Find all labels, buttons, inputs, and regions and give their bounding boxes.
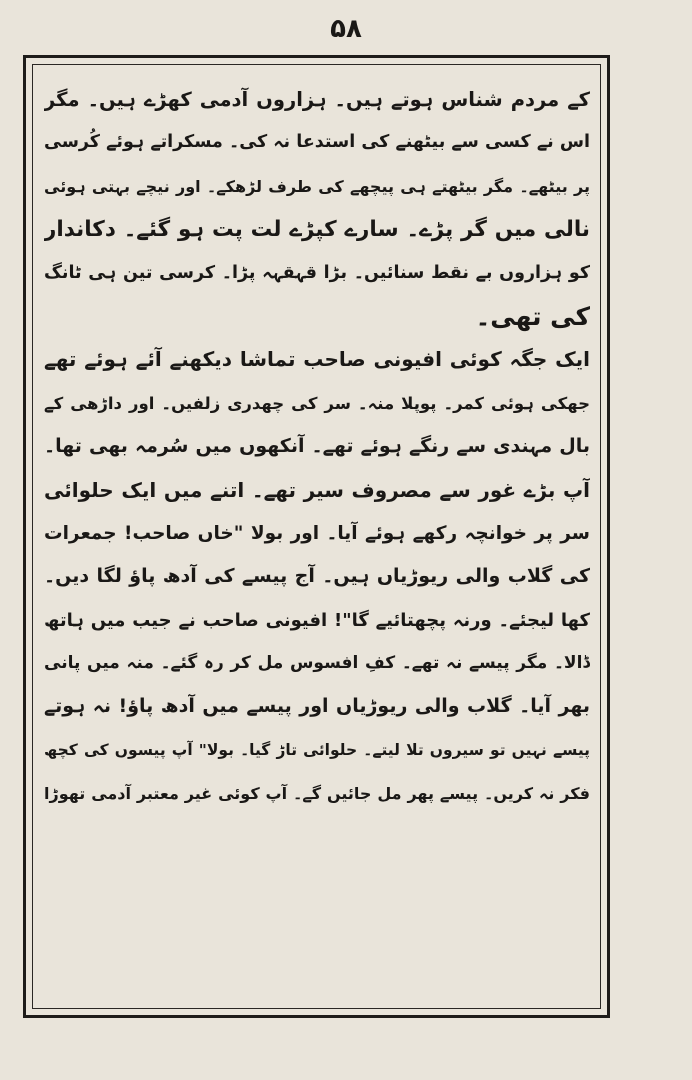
page-number: ۵۸	[330, 14, 362, 44]
text-line: پر بیٹھے۔ مگر بیٹھتے ہی پیچھے کی طرف لڑھکے۔ اور نیچے بہتی ہوئی	[44, 176, 590, 196]
text-line: کی تھی۔	[475, 301, 590, 331]
text-line: پیسے نہیں تو سیروں تلا لیتے۔ حلوائی تاڑ گیا۔ بولا" آپ پیسوں کی کچھ	[44, 740, 590, 759]
text-line: بھر آیا۔ گلاب والی ریوڑیاں اور پیسے میں آدھ پاؤ! نہ ہوتے	[44, 695, 590, 718]
body-text	[44, 78, 590, 1003]
text-line: اس نے کسی سے بیٹھنے کی استدعا نہ کی۔ مسکراتے ہوئے کُرسی	[44, 132, 590, 153]
text-line: جھکی ہوئی کمر۔ پوپلا منہ۔ سر کی چھدری زلفیں۔ اور داڑھی کے	[44, 393, 590, 413]
text-line: فکر نہ کریں۔ پیسے پھر مل جائیں گے۔ آپ کوئی غیر معتبر آدمی تھوڑا	[44, 784, 590, 804]
text-line: کھا لیجئے۔ ورنہ پچھتائیے گا"! افیونی صاحب نے جیب میں ہاتھ	[44, 609, 590, 631]
text-line: سر پر خوانچہ رکھے ہوئے آیا۔ اور بولا "خاں صاحب! جمعرات	[44, 522, 590, 544]
text-line: ایک جگہ کوئی افیونی صاحب تماشا دیکھنے آئے ہوئے تھے	[44, 347, 590, 372]
text-line: نالی میں گر پڑے۔ سارے کپڑے لت پت ہو گئے۔ دکاندار	[44, 217, 590, 243]
text-line: کے مردم شناس ہوتے ہیں۔ ہزاروں آدمی کھڑے ہیں۔ مگر	[44, 88, 590, 111]
text-line: بال مہندی سے رنگے ہوئے تھے۔ آنکھوں میں سُرمہ بھی تھا۔	[44, 435, 590, 458]
text-line: کو ہزاروں بے نقط سنائیں۔ بڑا قہقہہ پڑا۔ کرسی تین ہی ٹانگ	[44, 262, 590, 283]
text-line: کی گلاب والی ریوڑیاں ہیں۔ آج پیسے کی آدھ پاؤ لگا دیں۔	[44, 565, 590, 588]
text-line: ڈالا۔ مگر پیسے نہ تھے۔ کفِ افسوس مل کر رہ گئے۔ منہ میں پانی	[44, 653, 590, 674]
text-line: آپ بڑے غور سے مصروف سیر تھے۔ اتنے میں ایک حلوائی	[44, 477, 590, 502]
